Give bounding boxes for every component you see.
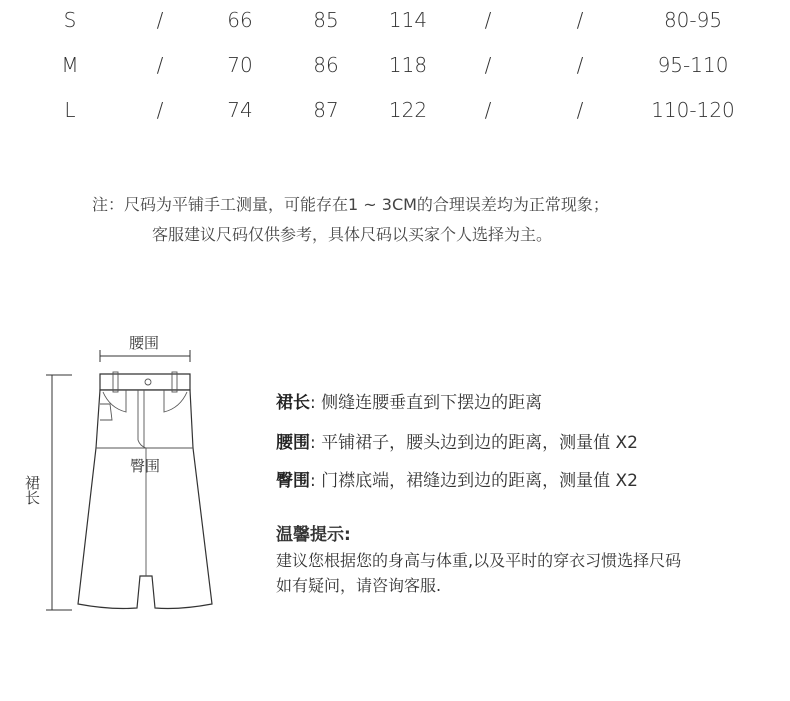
table-cell: 70 [227, 53, 253, 77]
table-cell: 122 [388, 98, 428, 122]
waist-description [276, 428, 638, 453]
table-row [0, 0, 790, 40]
length-measure-bracket [46, 375, 72, 610]
table-cell: / [576, 53, 584, 77]
table-cell: / [576, 8, 584, 32]
hip-label: 臀围 [129, 457, 161, 475]
waist-text: : 平铺裙子，腰头边到边的距离，测量值 X2 [310, 433, 638, 453]
waist-title: 腰围 [276, 433, 310, 453]
hip-text: : 门襟底端，裙缝边到边的距离，测量值 X2 [310, 471, 638, 491]
skirt-diagram [0, 320, 260, 640]
measurement-note-line1: 注：尺码为平铺手工测量，可能存在1 ~ 3CM的合理误差均为正常现象； [92, 195, 609, 214]
table-cell: / [156, 98, 164, 122]
table-cell: 85 [313, 8, 339, 32]
table-cell: 86 [313, 53, 339, 77]
table-cell: / [156, 8, 164, 32]
table-cell: 74 [227, 98, 253, 122]
length-label: 裙长 [23, 475, 41, 505]
table-cell: L [64, 98, 76, 122]
table-cell: 66 [227, 8, 253, 32]
table-cell: 87 [313, 98, 339, 122]
table-cell: / [576, 98, 584, 122]
table-cell: 114 [388, 8, 428, 32]
length-text: : 侧缝连腰垂直到下摆边的距离 [310, 393, 543, 413]
table-cell: S [63, 8, 77, 32]
table-cell: / [156, 53, 164, 77]
table-cell: 118 [388, 53, 428, 77]
tips-title: 温馨提示: [276, 525, 351, 545]
table-cell: 80-95 [663, 8, 723, 32]
skirt-outline [78, 374, 212, 609]
length-description [276, 388, 542, 413]
table-cell: 110-120 [651, 98, 735, 122]
table-cell: M [61, 53, 79, 77]
tips-line2: 如有疑问，请咨询客服. [276, 576, 442, 595]
hip-description [276, 466, 638, 491]
length-title: 裙长 [276, 393, 310, 413]
waist-label: 腰围 [128, 334, 160, 352]
measurement-note-line2: 客服建议尺码仅供参考，具体尺码以买家个人选择为主。 [152, 225, 553, 244]
tips-line1: 建议您根据您的身高与体重,以及平时的穿衣习惯选择尺码 [276, 551, 682, 570]
table-row [0, 45, 790, 85]
table-cell: / [484, 8, 492, 32]
hip-title: 臀围 [276, 471, 310, 491]
table-cell: 95-110 [657, 53, 729, 77]
table-row [0, 90, 790, 130]
table-cell: / [484, 53, 492, 77]
table-cell: / [484, 98, 492, 122]
